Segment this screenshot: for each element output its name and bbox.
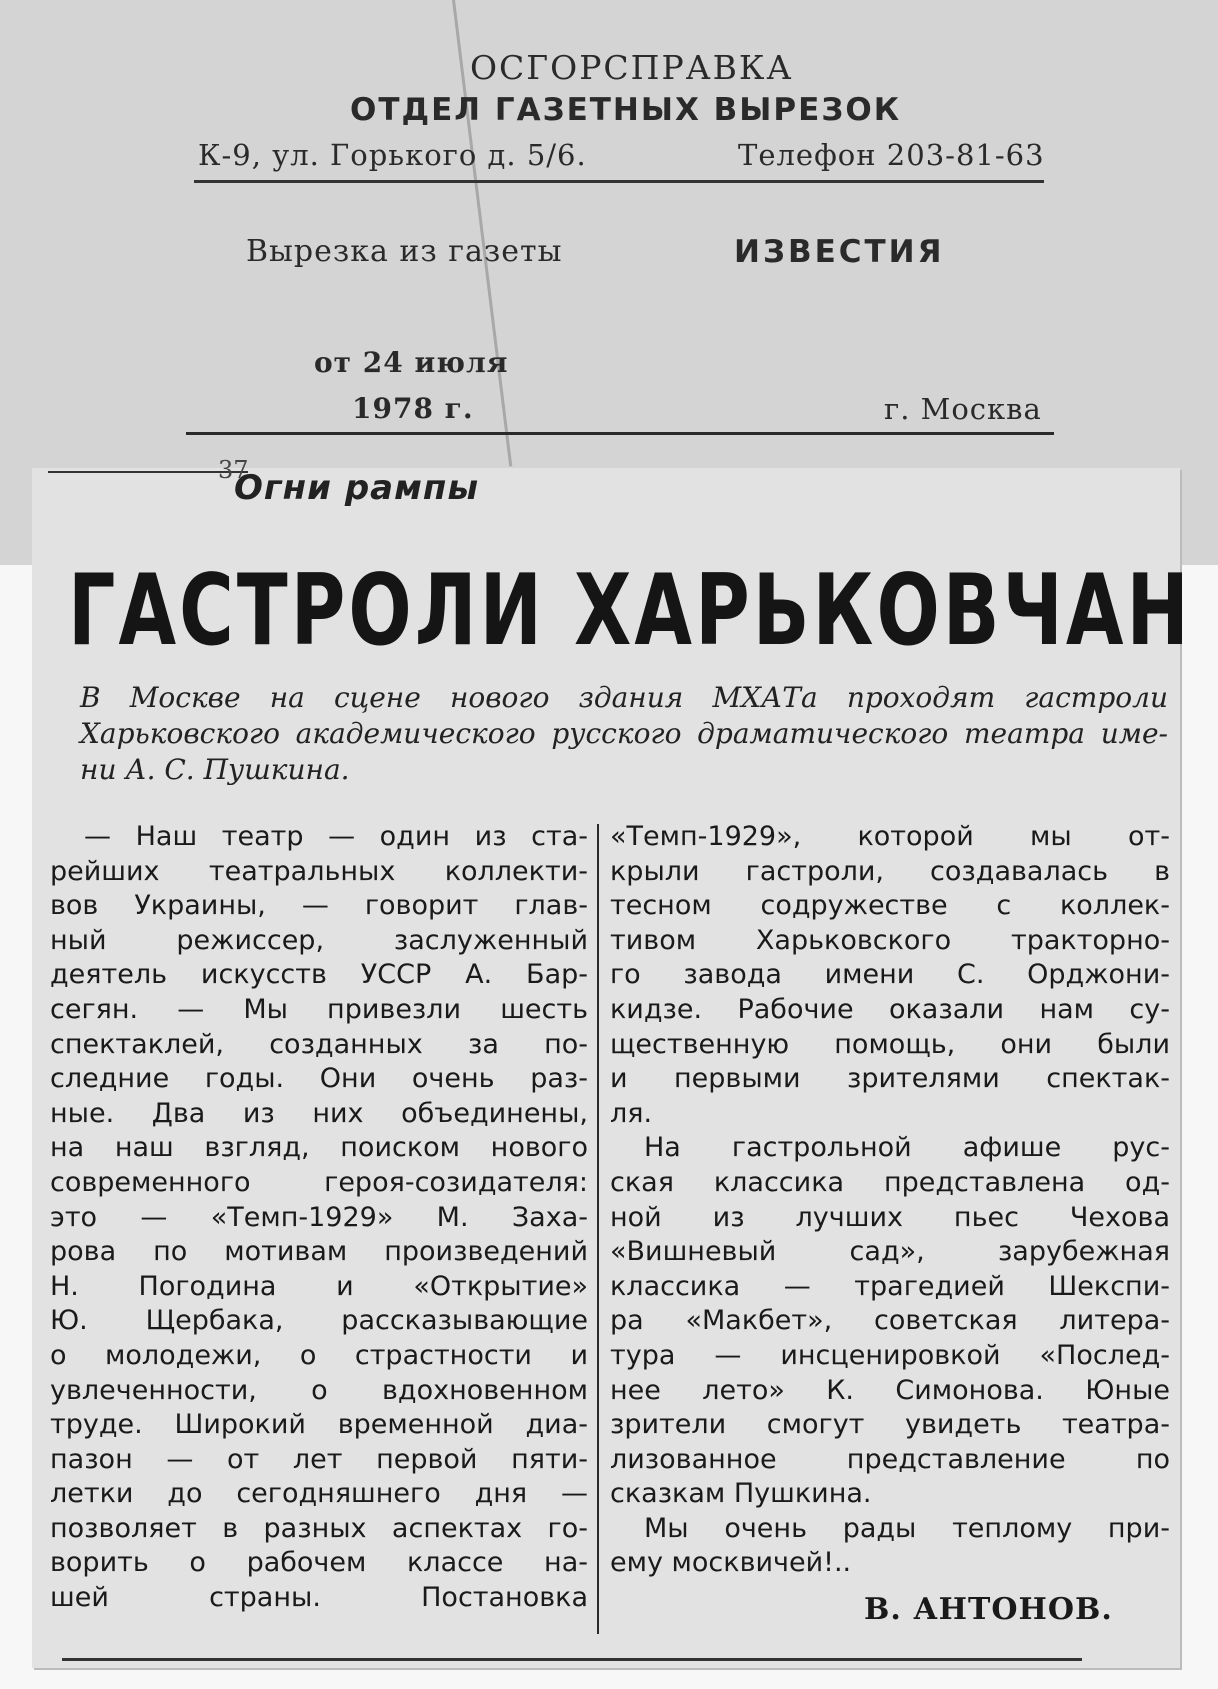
text-line: сегян. — Мы привезли шесть: [50, 993, 588, 1025]
text-line: деятель искусств УССР А. Бар-: [50, 959, 588, 991]
text-line: тивом Харьковского тракторно-: [610, 924, 1170, 956]
text-line: тесном содружестве с коллек-: [610, 890, 1170, 922]
clipping-year: 1978 г.: [352, 392, 474, 425]
text-line: и первыми зрителями спектак-: [610, 1063, 1170, 1095]
text-line: вов Украины, — говорит глав-: [50, 890, 588, 922]
article-column-2: [610, 820, 1170, 1581]
department-name: ОТДЕЛ ГАЗЕТНЫХ ВЫРЕЗОК: [350, 92, 902, 128]
bureau-address: К-9, ул. Горького д. 5/6.: [198, 138, 587, 172]
text-line: увлеченности, о вдохновенном: [50, 1374, 588, 1406]
text-line: крыли гастроли, создавалась в: [610, 855, 1170, 887]
text-line: это — «Темп-1929» М. Заха-: [50, 1201, 588, 1233]
card-bottom-rule: [186, 432, 1054, 435]
text-line: ская классика представлена од-: [610, 1166, 1170, 1198]
text-line: пазон — от лет первой пяти-: [50, 1443, 588, 1475]
article-lead: [80, 680, 1168, 788]
text-line: ля.: [610, 1097, 653, 1129]
text-line: «Вишневый сад», зарубежная: [610, 1236, 1170, 1268]
text-line: ворить о рабочем классе на-: [50, 1547, 588, 1579]
newspaper-name: ИЗВЕСТИЯ: [734, 234, 945, 270]
text-line: — Наш театр — один из ста-: [84, 821, 588, 852]
text-line: шей страны. Постановка: [50, 1582, 588, 1614]
newspaper-clipping: [32, 456, 1192, 1668]
text-line: На гастрольной афише рус-: [644, 1132, 1170, 1164]
bureau-name: ОСГОРСПРАВКА: [470, 48, 794, 87]
text-line: ной из лучших пьес Чехова: [610, 1201, 1170, 1233]
text-line: Мы очень рады теплому при-: [644, 1512, 1170, 1544]
clipping-city: г. Москва: [884, 392, 1042, 426]
text-line: рейших театральных коллекти-: [50, 855, 588, 887]
text-line: лизованное представление по: [610, 1443, 1170, 1475]
text-line: ные. Два из них объединены,: [50, 1097, 588, 1129]
text-line: следние годы. Они очень раз-: [50, 1063, 588, 1095]
text-line: летки до сегодняшнего дня —: [50, 1478, 588, 1510]
text-line: труде. Широкий временной диа-: [50, 1409, 588, 1441]
text-line: сказкам Пушкина.: [610, 1478, 872, 1510]
lead-line: ни А. С. Пушкина.: [80, 753, 350, 786]
lead-line: В Москве на сцене нового здания МХАТа проходят гастроли: [80, 681, 1168, 714]
text-line: рова по мотивам произведений: [50, 1236, 588, 1268]
article-headline: ГАСТРОЛИ ХАРЬКОВЧАН: [68, 554, 1192, 668]
column-divider: [597, 824, 599, 1634]
article-column-1: [50, 820, 588, 1616]
author-signature: В. АНТОНОВ.: [864, 1592, 1113, 1627]
text-line: классика — трагедией Шекспи-: [610, 1270, 1170, 1302]
text-line: на наш взгляд, поиском нового: [50, 1132, 588, 1164]
text-line: ра «Макбет», советская литера-: [610, 1305, 1170, 1337]
bureau-phone: Телефон 203-81-63: [738, 138, 1045, 172]
text-line: спектаклей, созданных за по-: [50, 1028, 588, 1060]
header-rule: [194, 180, 1044, 183]
text-line: зрители смогут увидеть театра-: [610, 1409, 1170, 1441]
text-line: тура — инсценировкой «Послед-: [610, 1339, 1170, 1371]
text-line: о молодежи, о страстности и: [50, 1339, 588, 1371]
clipping-bottom-rule: [62, 1658, 1082, 1661]
text-line: щественную помощь, они были: [610, 1028, 1170, 1060]
text-line: нее лето» К. Симонова. Юные: [610, 1374, 1170, 1406]
clipping-source-label: Вырезка из газеты: [246, 234, 563, 269]
text-line: Н. Погодина и «Открытие»: [50, 1270, 588, 1302]
text-line: ный режиссер, заслуженный: [50, 924, 588, 956]
text-line: го завода имени С. Орджони-: [610, 959, 1170, 991]
lead-line: Харьковского академического русского драматического театра име-: [80, 717, 1168, 750]
clipping-number: 37: [218, 456, 249, 484]
text-line: позволяет в разных аспектах го-: [50, 1512, 588, 1544]
text-line: кидзе. Рабочие оказали нам су-: [610, 993, 1170, 1025]
text-line: Ю. Щербака, рассказывающие: [50, 1305, 588, 1337]
text-line: современного героя-созидателя:: [50, 1166, 588, 1198]
text-line: ему москвичей!..: [610, 1547, 852, 1579]
section-rubric: Огни рампы: [234, 468, 480, 508]
text-line: «Темп-1929», которой мы от-: [610, 821, 1170, 852]
clipping-date: от 24 июля: [314, 346, 509, 379]
